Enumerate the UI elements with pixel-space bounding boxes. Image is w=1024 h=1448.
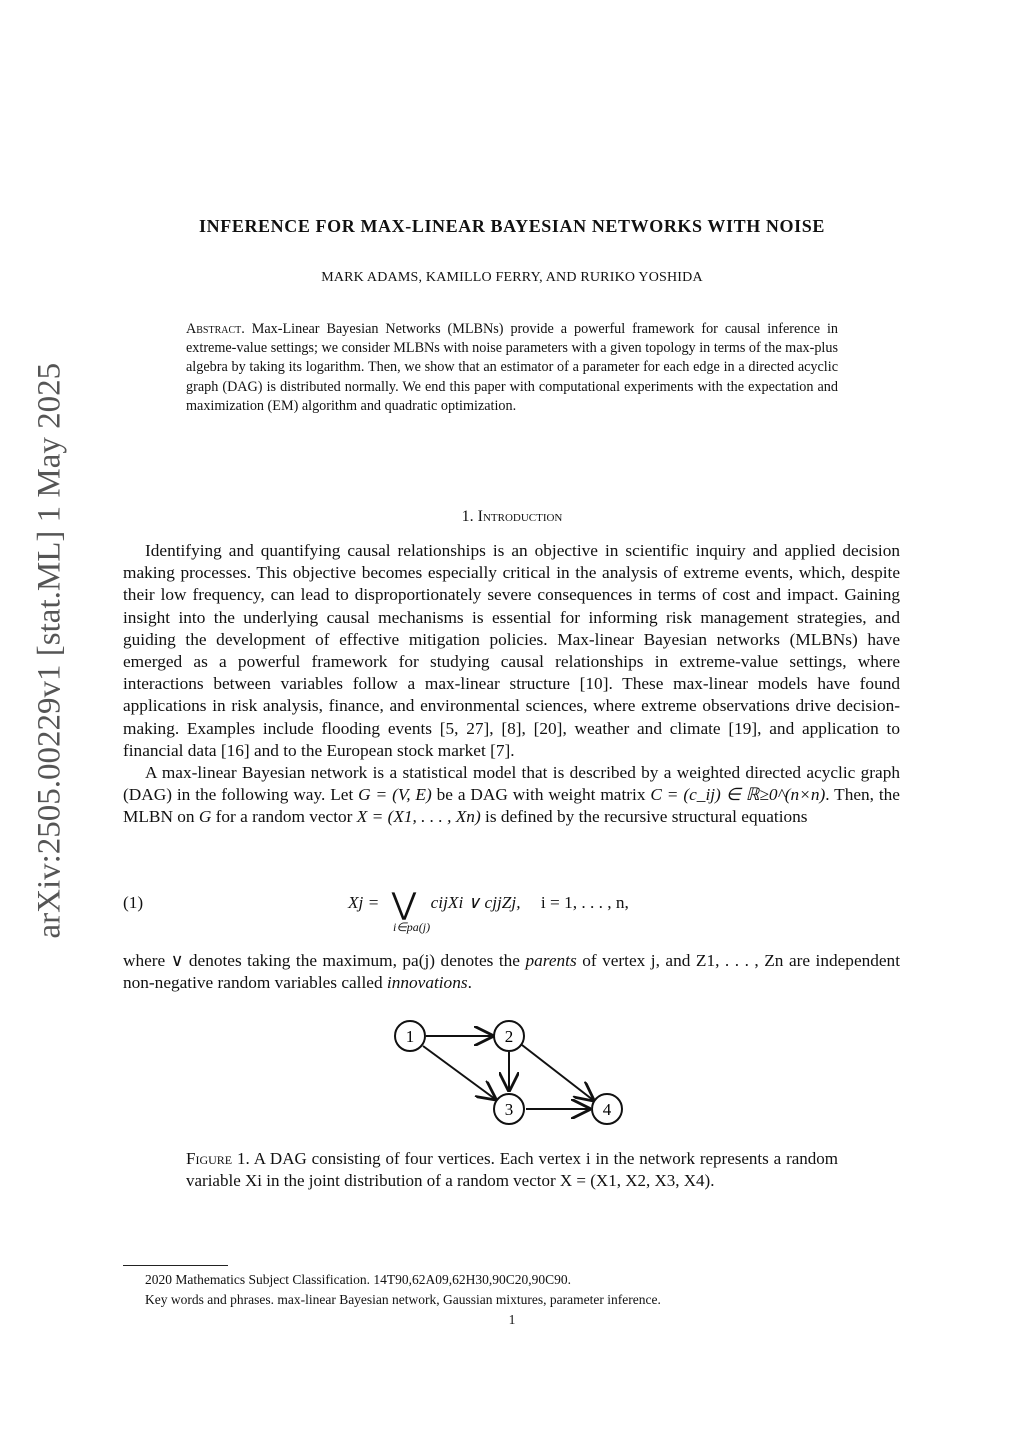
p2-math-graph: G = (V, E) xyxy=(358,785,432,805)
body-text xyxy=(123,540,900,829)
equation-number: (1) xyxy=(123,893,144,912)
p2-math-matrix: C = (c_ij) ∈ ℝ≥0^(n×n) xyxy=(650,785,826,805)
p2-text: is defined by the recursive structural equations xyxy=(480,807,808,827)
p2-math-g: G xyxy=(198,807,212,827)
p3-text: of vertex j, and Z1, . . . , Zn are independent non-negative random variables called xyxy=(123,951,901,993)
caption-text: A DAG consisting of four vertices. Each vertex i in the network represents a random variable Xi in the joint distribution of a random vector X = (X1, X2, X3, X4). xyxy=(186,1149,839,1190)
author-list: MARK ADAMS, KAMILLO FERRY, AND RURIKO YOSHIDA xyxy=(321,270,703,285)
p2-math-vector: X = (X1, . . . , Xn) xyxy=(356,807,481,827)
abstract xyxy=(186,320,838,416)
equation-rhs: cijXi ∨ cjjZj, xyxy=(430,893,521,912)
big-vee-operator: ⋁ xyxy=(391,888,417,921)
caption-label: Figure 1. xyxy=(186,1149,250,1168)
footnote-keywords: Key words and phrases. max-linear Bayesian network, Gaussian mixtures, parameter inference. xyxy=(145,1292,661,1307)
paragraph-3 xyxy=(123,950,900,994)
section-number: 1. xyxy=(461,508,474,525)
footnote-msc: 2020 Mathematics Subject Classification. 14T90,62A09,62H30,90C20,90C90. xyxy=(145,1272,571,1287)
p3-text: . xyxy=(467,973,472,993)
node-3-label: 3 xyxy=(504,1100,514,1119)
paragraph-1: Identifying and quantifying causal relationships is an objective in scientific inquiry and applied decision making processes. This objective becomes especially critical in the analysis of extreme events, which, despite their low frequency, can lead to disproportionately severe consequences in terms of cost and impact. Gaining insight into the underlying causal mechanisms is essential for informing risk management strategies, and guiding the development of effective mitigation policies. Max-linear Bayesian networks (MLBNs) have emerged as a powerful framework for studying causal relationships in extreme-value settings, where interactions between variables follow a max-linear structure [10]. These max-linear models have found applications in risk analysis, finance, and environmental sciences, where extreme observations drive decision-making. Examples include flooding events [5, 27], [8], [20], weather and climate [19], and application to financial data [16] and to the European stock market [7]. xyxy=(123,541,900,760)
p2-text: for a random vector xyxy=(211,807,357,827)
dag-figure xyxy=(380,1012,640,1132)
abstract-label: Abstract. xyxy=(186,321,245,337)
p2-text: A max-linear Bayesian network is a statistical model that is described by a weighted directed acyclic graph (DAG) in the following way. Let xyxy=(123,763,900,805)
equation-range: i = 1, . . . , n, xyxy=(540,893,629,912)
paper-title: INFERENCE FOR MAX-LINEAR BAYESIAN NETWORKS WITH NOISE xyxy=(199,216,825,236)
section-heading xyxy=(0,508,1024,526)
node-2-label: 2 xyxy=(504,1027,514,1046)
equation-1 xyxy=(348,887,629,922)
p3-emph-parents: parents xyxy=(525,951,577,970)
equation-lhs: Xj = xyxy=(348,893,380,912)
equation-subscript: i∈pa(j) xyxy=(393,920,431,934)
edge-1-3 xyxy=(423,1046,495,1099)
node-4-label: 4 xyxy=(602,1100,612,1119)
p3-text: where ∨ denotes taking the maximum, pa(j) denotes the xyxy=(123,951,526,970)
p2-text: . Then, the MLBN on xyxy=(123,785,900,827)
abstract-text: Max-Linear Bayesian Networks (MLBNs) provide a powerful framework for causal inference in extreme-value settings; we consider MLBNs with noise parameters with a given topology in terms of the max-plus algebra by taking its logarithm. Then, we show that an estimator of a parameter for each edge in a directed acyclic graph (DAG) is distributed normally. We end this paper with computational experiments with the expectation and maximization (EM) algorithm and quadratic optimization. xyxy=(186,321,838,414)
footnote-rule xyxy=(123,1265,228,1266)
body-text-2 xyxy=(123,950,900,994)
figure-caption xyxy=(186,1148,838,1192)
page-number: 1 xyxy=(508,1312,516,1327)
p2-text: be a DAG with weight matrix xyxy=(431,785,651,805)
section-title: Introduction xyxy=(477,508,563,525)
edge-2-4 xyxy=(522,1045,593,1100)
paragraph-2 xyxy=(123,762,900,829)
arxiv-stamp: arXiv:2505.00229v1 [stat.ML] 1 May 2025 xyxy=(31,362,68,939)
node-1-label: 1 xyxy=(405,1027,415,1046)
p3-emph-innovations: innovations xyxy=(386,973,468,993)
